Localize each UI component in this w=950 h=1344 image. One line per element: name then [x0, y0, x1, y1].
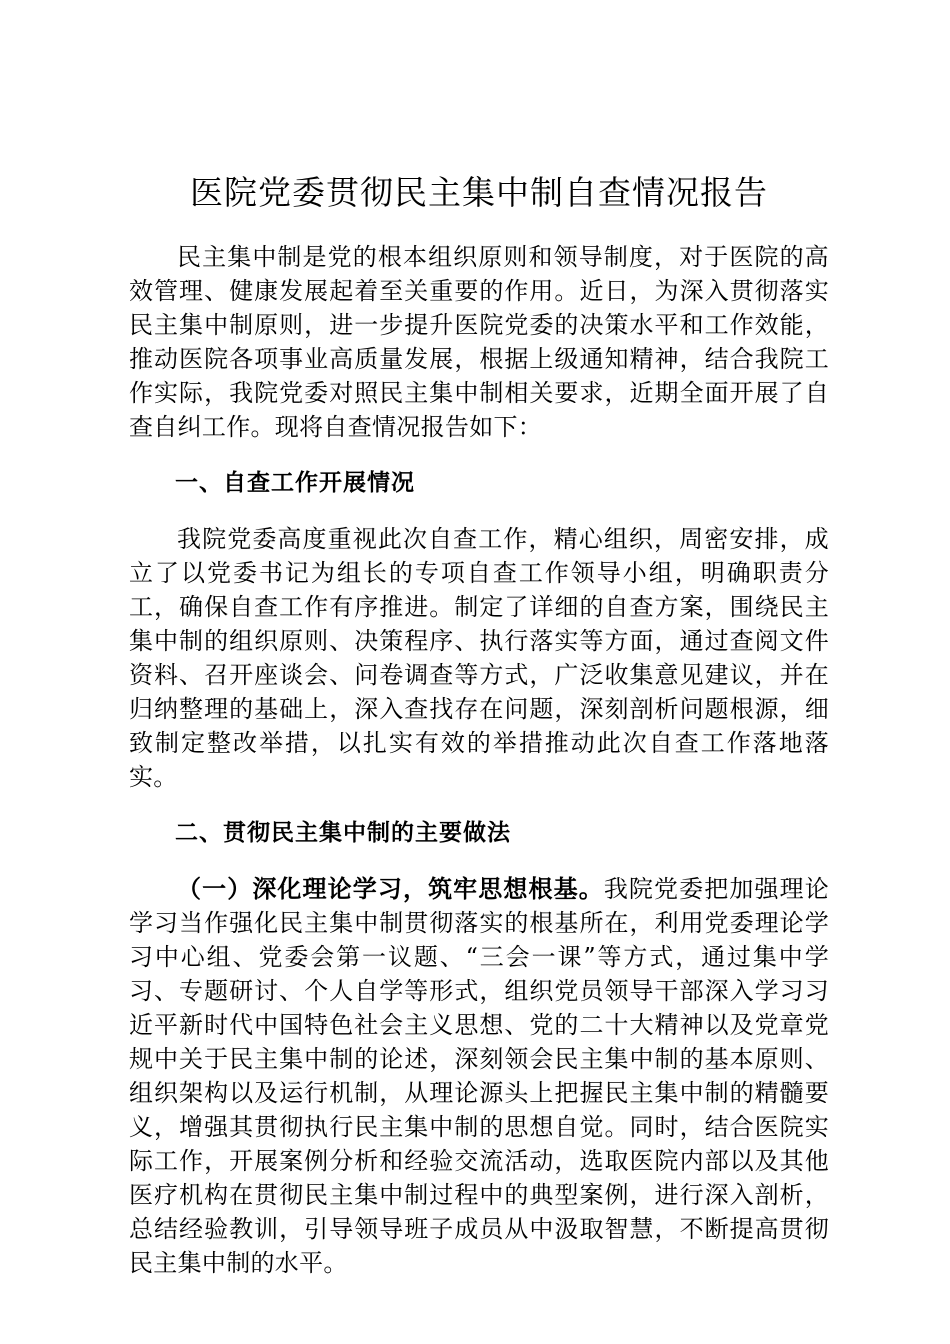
section-2-item-1-body: 我院党委把加强理论学习当作强化民主集中制贯彻落实的根基所在，利用党委理论学习中心组、党委会第一议题、“三会一课”等方式，通过集中学习、专题研讨、个人自学等形式，组织党员领导干部深入学习习近平新时代中国特色社会主义思想、党的二十大精神以及党章党规中关于民主集中制的论述，深刻领会民主集中制的基本原则、组织架构以及运行机制，从理论源头上把握民主集中制的精髓要义，增强其贯彻执行民主集中制的思想自觉。同时，结合医院实际工作，开展案例分析和经验交流活动，选取医院内部以及其他医疗机构在贯彻民主集中制过程中的典型案例，进行深入剖析，总结经验教训，引导领导班子成员从中汲取智慧，不断提高贯彻民主集中制的水平。	[129, 875, 829, 1277]
document-title: 医院党委贯彻民主集中制自查情况报告	[190, 173, 768, 212]
section-1-heading: 一、自查工作开展情况	[175, 470, 415, 496]
section-2-item-1-lead: （一）深化理论学习，筑牢思想根基。	[177, 875, 604, 903]
intro-paragraph: 民主集中制是党的根本组织原则和领导制度，对于医院的高效管理、健康发展起着至关重要的作用。近日，为深入贯彻落实民主集中制原则，进一步提升医院党委的决策水平和工作效能，推动医院各项事业高质量发展，根据上级通知精神，结合我院工作实际，我院党委对照民主集中制相关要求，近期全面开展了自查自纠工作。现将自查情况报告如下：	[129, 243, 829, 441]
document-body	[129, 168, 829, 1280]
section-2-heading: 二、贯彻民主集中制的主要做法	[175, 820, 511, 846]
section-2-item-1-paragraph	[129, 872, 829, 1280]
section-1-paragraph: 我院党委高度重视此次自查工作，精心组织，周密安排，成立了以党委书记为组长的专项自查工作领导小组，明确职责分工，确保自查工作有序推进。制定了详细的自查方案，围绕民主集中制的组织原则、决策程序、执行落实等方面，通过查阅文件资料、召开座谈会、问卷调查等方式，广泛收集意见建议，并在归纳整理的基础上，深入查找存在问题，深刻剖析问题根源，细致制定整改举措，以扎实有效的举措推动此次自查工作落地落实。	[129, 525, 829, 791]
